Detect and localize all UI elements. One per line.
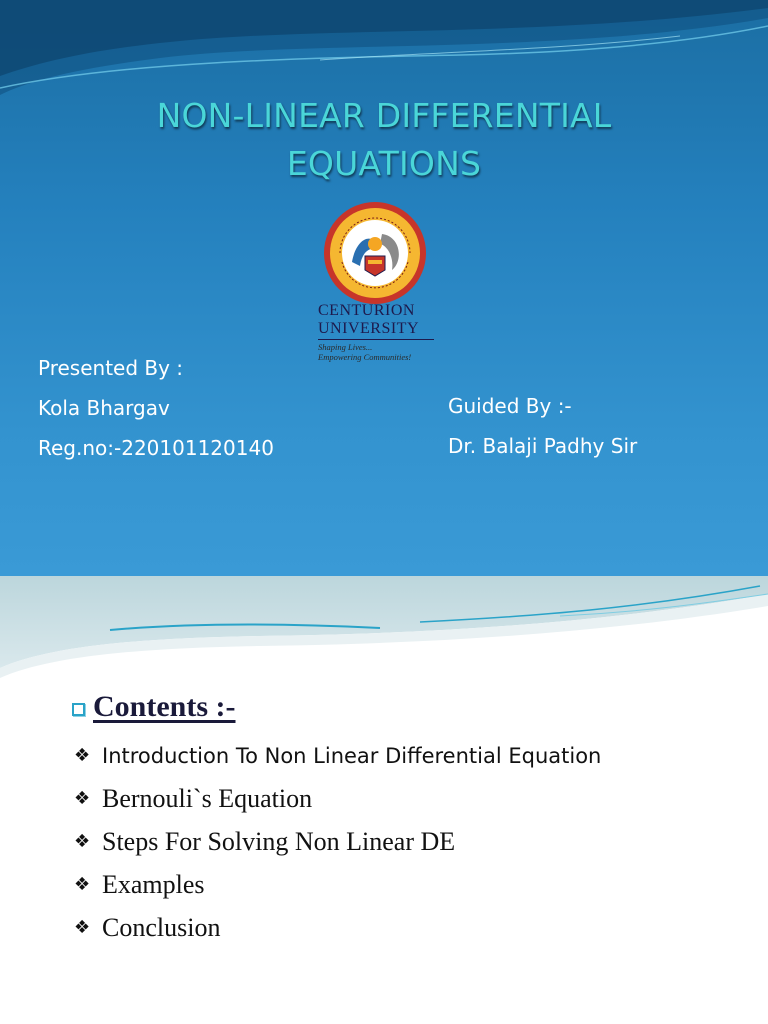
- list-item: [74, 734, 601, 777]
- registration-number: Reg.no:-220101120140: [38, 436, 274, 460]
- logo-brand-line-1: CENTURION: [318, 302, 415, 319]
- list-item-text: Conclusion: [102, 912, 221, 942]
- checkbox-bullet-icon: [72, 703, 85, 716]
- list-item: [74, 863, 601, 906]
- contents-heading: [72, 690, 236, 724]
- guide-block: [448, 386, 637, 466]
- list-item: [74, 777, 601, 820]
- list-item-text: Introduction To Non Linear Differential Equation: [102, 743, 602, 768]
- logo-tagline-1: Shaping Lives...: [318, 342, 373, 352]
- presenter-block: [38, 348, 274, 468]
- university-logo: [318, 200, 434, 368]
- diamond-bullet-icon: ❖: [74, 788, 91, 809]
- list-item-text: Examples: [102, 869, 205, 899]
- list-item-text: Steps For Solving Non Linear DE: [102, 826, 456, 856]
- logo-brand-line-2: UNIVERSITY: [318, 320, 434, 340]
- list-item-text: Bernouli`s Equation: [102, 783, 313, 813]
- diamond-bullet-icon: ❖: [74, 831, 91, 852]
- presenter-name: Kola Bhargav: [38, 396, 170, 420]
- diamond-bullet-icon: ❖: [74, 745, 91, 766]
- contents-heading-text: Contents :-: [93, 690, 236, 723]
- guide-name: Dr. Balaji Padhy Sir: [448, 434, 638, 458]
- list-item: [74, 906, 601, 949]
- diamond-bullet-icon: ❖: [74, 917, 91, 938]
- diamond-bullet-icon: ❖: [74, 874, 91, 895]
- title-line-2: EQUATIONS: [286, 144, 482, 183]
- title-line-1: NON-LINEAR DIFFERENTIAL: [156, 96, 612, 135]
- list-item: [74, 820, 601, 863]
- logo-tagline-2: Empowering Communities!: [318, 352, 412, 362]
- contents-list: [74, 734, 601, 949]
- presented-by-label: Presented By :: [38, 356, 184, 380]
- page-title: [0, 92, 768, 188]
- top-wave-decoration: [0, 576, 768, 686]
- guided-by-label: Guided By :-: [448, 394, 572, 418]
- university-seal-icon: [322, 200, 428, 306]
- contents-slide: [0, 576, 768, 1024]
